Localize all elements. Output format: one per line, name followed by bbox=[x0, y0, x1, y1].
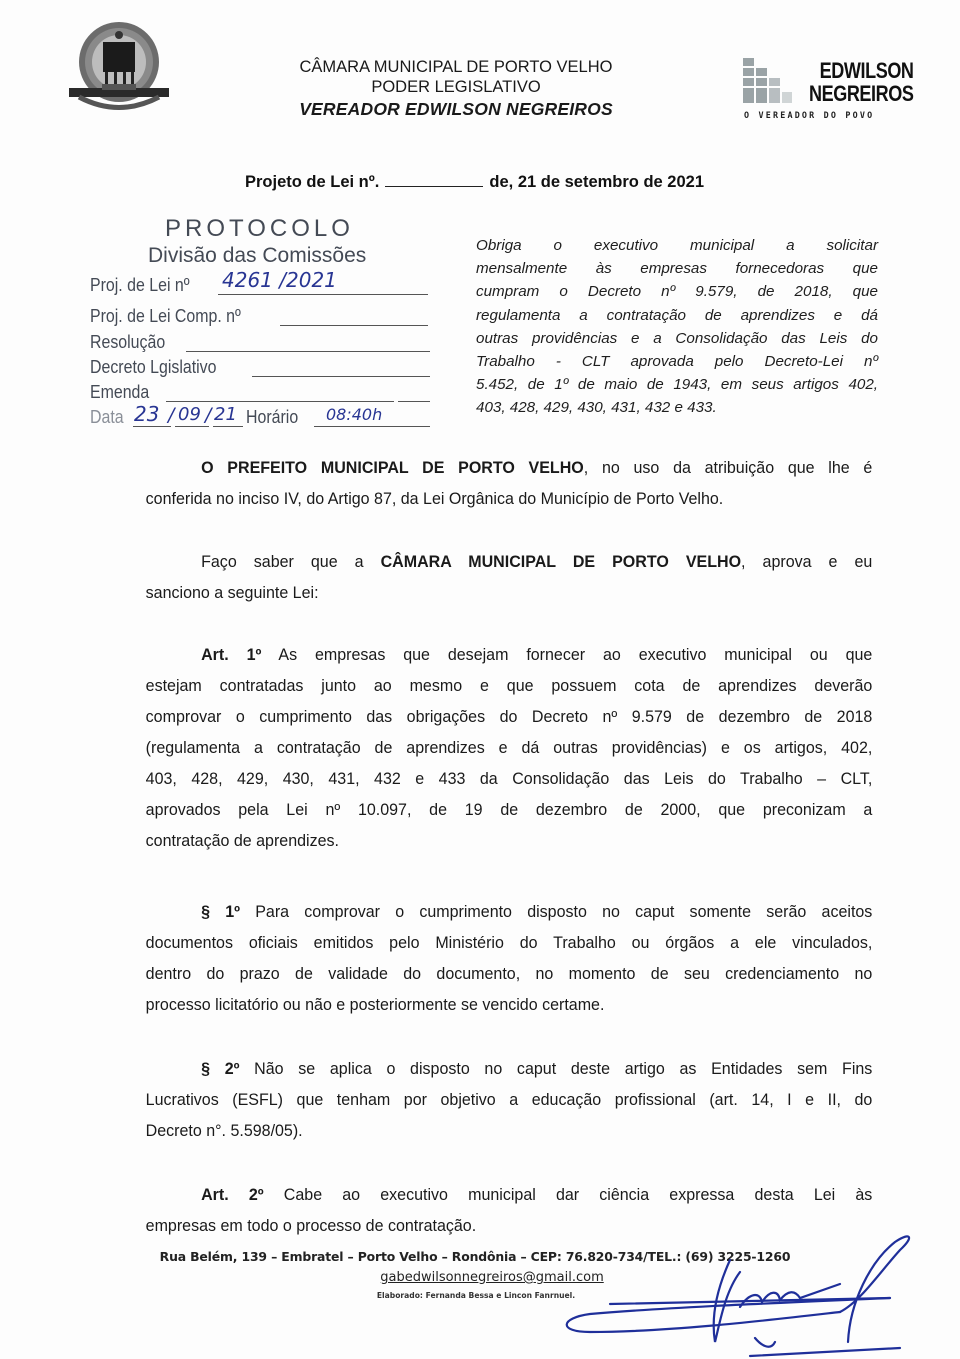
stamp-title: PROTOCOLO bbox=[165, 215, 354, 242]
handwritten-signature-icon bbox=[550, 1232, 930, 1359]
bill-number-blank bbox=[385, 172, 483, 187]
stamp-date-label: Data bbox=[90, 406, 124, 427]
article-text: As empresas que desejam fornecer ao executivo municipal ou que bbox=[261, 646, 873, 664]
paragraph-2 bbox=[146, 1054, 873, 1147]
paragraph-line: processo licitatório ou não e posteriormente se vencido certame. bbox=[145, 996, 605, 1014]
summary-line: 403, 428, 429, 430, 431, 432 e 433. bbox=[476, 399, 717, 417]
paragraph-line: conferida no inciso IV, do Artigo 87, da Lei Orgânica do Município de Porto Velho. bbox=[145, 490, 724, 508]
logo-tagline: O VEREADOR DO POVO bbox=[744, 110, 875, 120]
article-text: Cabe ao executivo municipal dar ciência expressa desta Lei às bbox=[263, 1186, 873, 1204]
enactment-paragraph bbox=[146, 547, 873, 609]
paragraph-line bbox=[146, 1054, 873, 1085]
chamber-name: CÂMARA MUNICIPAL DE PORTO VELHO bbox=[380, 553, 742, 571]
summary-line: 5.452, de 1º de maio de 1943, em seus artigos 402, bbox=[476, 376, 878, 394]
stamp-field-line bbox=[213, 426, 243, 427]
title-prefix: Projeto de Lei nº. bbox=[245, 173, 380, 191]
summary-line: Trabalho - CLT aprovada pelo Decreto-Lei nº bbox=[476, 353, 878, 371]
summary-line: mensalmente às empresas fornecedoras que bbox=[476, 260, 878, 278]
document-title bbox=[245, 172, 704, 192]
enactment-text: Faço saber que a bbox=[201, 553, 381, 571]
time-handwritten: 08:40h bbox=[326, 405, 383, 424]
article-label: Art. 1º bbox=[201, 646, 262, 664]
paragraph-line bbox=[146, 640, 873, 671]
summary-line: cumpram o Decreto nº 9.579, de 2018, que bbox=[476, 283, 878, 301]
title-date: de, 21 de setembro de 2021 bbox=[489, 173, 704, 191]
header-institution: CÂMARA MUNICIPAL DE PORTO VELHO bbox=[299, 58, 613, 76]
paragraph-line bbox=[146, 1180, 873, 1211]
stamp-field-line bbox=[186, 351, 430, 352]
stamp-field-label: Proj. de Lei Comp. nº bbox=[90, 305, 241, 326]
bill-summary bbox=[476, 234, 878, 420]
paragraph-line bbox=[146, 547, 873, 578]
paragraph-1 bbox=[146, 897, 873, 1021]
footer-email[interactable]: gabedwilsonnegreiros@gmail.com bbox=[380, 1270, 604, 1285]
stamp-time-label: Horário bbox=[246, 406, 299, 427]
date-separator: / bbox=[205, 404, 212, 426]
logo-name-last: NEGREIROS bbox=[809, 81, 914, 106]
footer-address: Rua Belém, 139 – Embratel – Porto Velho – Rondônia – CEP: 76.820-734/TEL.: (69) 3225-1260 bbox=[159, 1249, 791, 1264]
preamble-text: , no uso da atribuição que lhe é bbox=[583, 459, 873, 477]
stamp-field-label: Resolução bbox=[90, 331, 166, 352]
paragraph-line: comprovar o cumprimento das obrigações do Decreto nº 9.579 de dezembro de 2018 bbox=[145, 708, 873, 726]
bill-number-handwritten: 4261 /2021 bbox=[222, 268, 337, 292]
article-1 bbox=[146, 640, 873, 857]
date-month-handwritten: 09 bbox=[178, 404, 201, 425]
enactment-text: , aprova e eu bbox=[741, 553, 873, 571]
mayor-title: O PREFEITO MUNICIPAL DE PORTO VELHO bbox=[201, 459, 584, 477]
stamp-field-line bbox=[175, 426, 209, 427]
stamp-field-line bbox=[218, 294, 428, 295]
paragraph-line: sanciono a seguinte Lei: bbox=[145, 584, 319, 602]
paragraph-line: Decreto n°. 5.598/05). bbox=[145, 1122, 303, 1140]
summary-line: Obriga o executivo municipal a solicitar bbox=[476, 237, 878, 254]
paragraph-line: aprovados pela Lei nº 10.097, de 19 de dezembro de 2000, que preconizam a bbox=[145, 801, 873, 819]
article-label: Art. 2º bbox=[201, 1186, 264, 1204]
summary-line: outras providências e a Consolidação das Leis do bbox=[476, 329, 878, 347]
preamble-paragraph bbox=[146, 453, 873, 515]
stamp-field-label: Emenda bbox=[90, 381, 150, 402]
paragraph-line: dentro do prazo de validade do documento, no momento de seu credenciamento no bbox=[145, 965, 873, 983]
paragraph-line: documentos oficiais emitidos pelo Ministério do Trabalho ou órgãos a ele vinculados, bbox=[145, 934, 873, 952]
paragraph-line: Lucrativos (ESFL) que tenham por objetivo a educação profissional (art. 14, I e II, do bbox=[145, 1091, 873, 1109]
stamp-field-line bbox=[398, 401, 430, 402]
section-label: § 1º bbox=[201, 903, 241, 921]
date-day-handwritten: 23 bbox=[134, 402, 160, 426]
date-separator: / bbox=[168, 404, 175, 426]
stamp-field-label: Decreto Lgislativo bbox=[90, 356, 217, 377]
paragraph-line: empresas em todo o processo de contratação. bbox=[145, 1217, 477, 1235]
section-text: Não se aplica o disposto no caput deste artigo as Entidades sem Fins bbox=[239, 1060, 873, 1078]
paragraph-line: (regulamenta a contratação de aprendizes e dá outras providências) e os artigos, 402, bbox=[145, 739, 873, 757]
paragraph-line bbox=[146, 453, 873, 484]
stamp-field-label: Proj. de Lei nº bbox=[90, 274, 190, 295]
paragraph-line: estejam contratadas junto ao mesmo e que possuem cota de aprendizes deverão bbox=[145, 677, 873, 695]
section-label: § 2º bbox=[201, 1060, 240, 1078]
stamp-subtitle: Divisão das Comissões bbox=[148, 244, 367, 267]
paragraph-line: 403, 428, 429, 430, 431, 432 e 433 da Consolidação das Leis do Trabalho – CLT, bbox=[145, 770, 873, 788]
councilor-logo bbox=[740, 56, 920, 124]
paragraph-line bbox=[146, 897, 873, 928]
bars-logo-icon bbox=[740, 56, 812, 104]
stamp-field-line bbox=[133, 426, 171, 427]
footer-prepared-by: Elaborado: Fernanda Bessa e Lincon Fanrnuel. bbox=[376, 1291, 576, 1300]
section-text: Para comprovar o cumprimento disposto no caput somente serão aceitos bbox=[240, 903, 873, 921]
header-councilor: VEREADOR EDWILSON NEGREIROS bbox=[299, 99, 613, 119]
logo-name-first: EDWILSON bbox=[820, 58, 914, 83]
date-year-handwritten: 21 bbox=[214, 404, 237, 425]
stamp-field-line bbox=[314, 426, 430, 427]
paragraph-line: contratação de aprendizes. bbox=[145, 832, 339, 850]
stamp-field-line bbox=[280, 325, 428, 326]
summary-line: regulamenta a contratação de aprendizes e dá bbox=[476, 306, 878, 324]
stamp-field-line bbox=[166, 401, 394, 402]
municipal-seal-icon bbox=[64, 18, 174, 116]
stamp-field-line bbox=[252, 376, 430, 377]
header-branch: PODER LEGISLATIVO bbox=[371, 78, 541, 96]
